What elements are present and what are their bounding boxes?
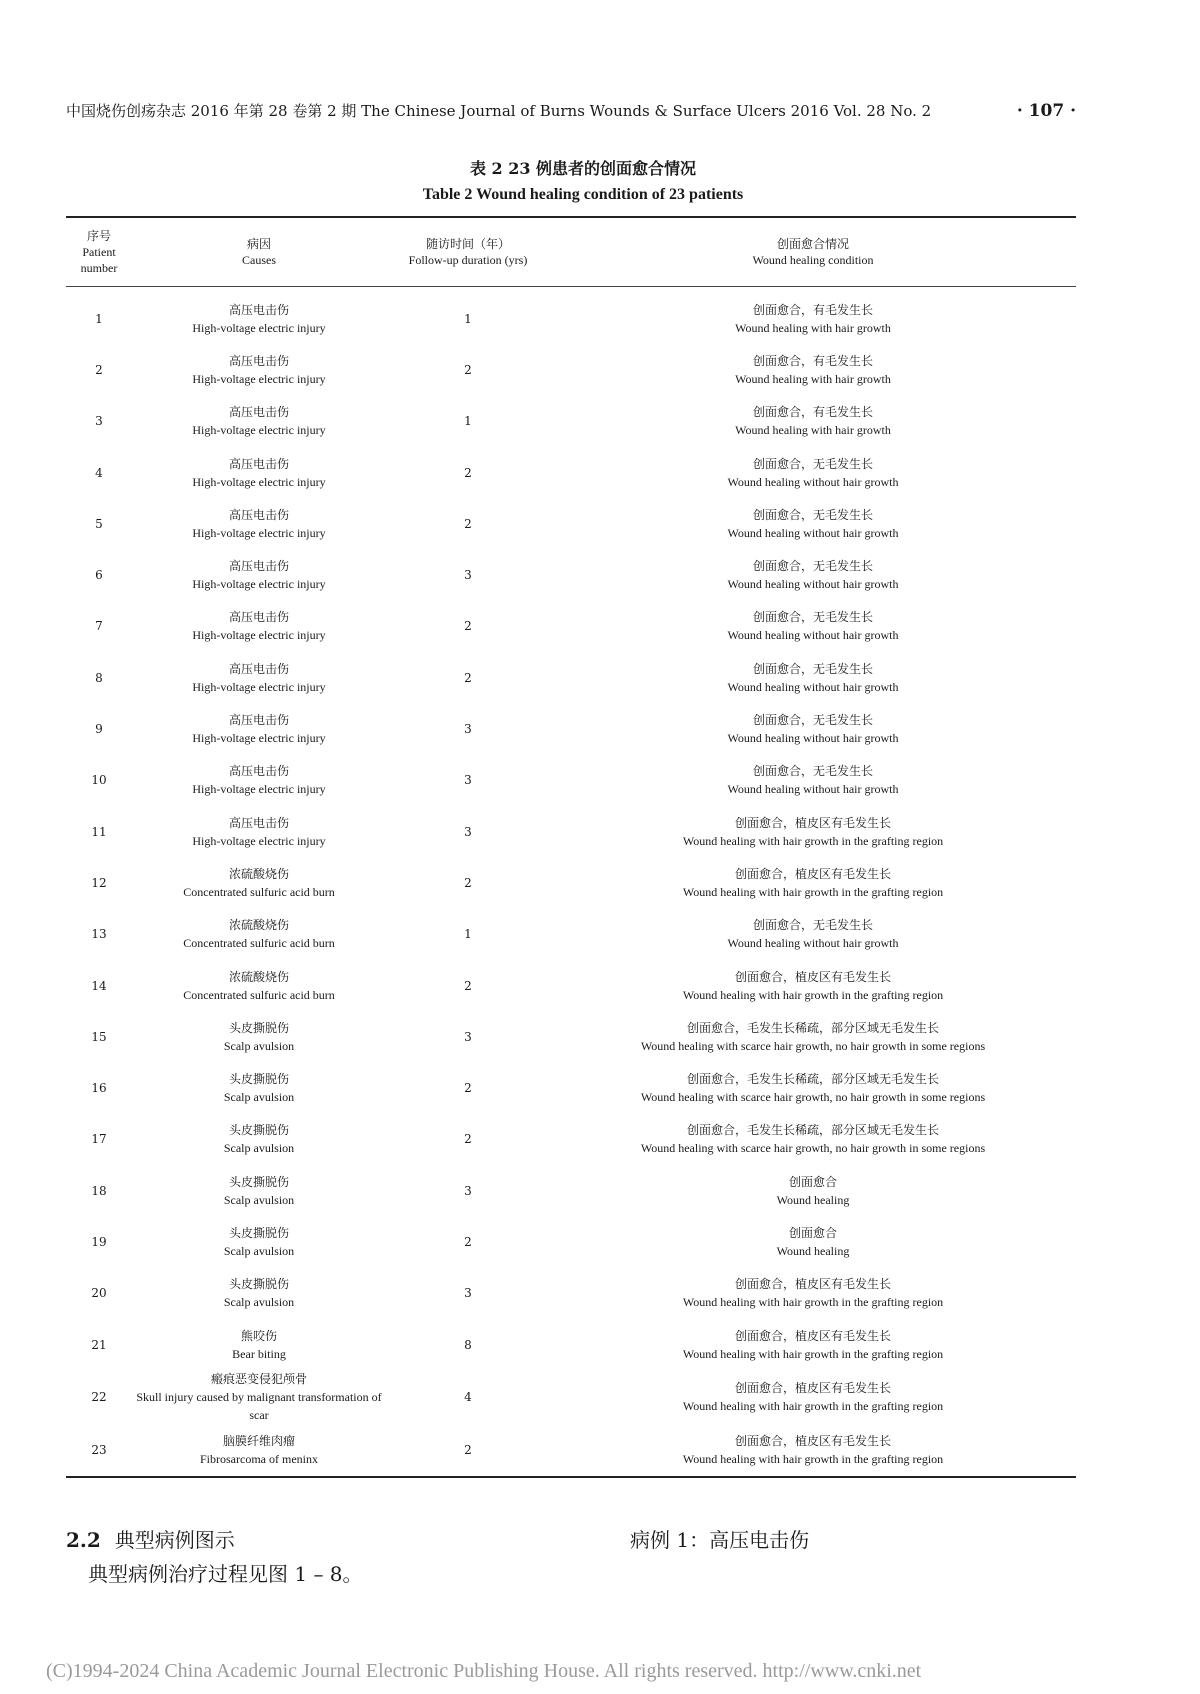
follow-up-duration-cell: 2 bbox=[464, 1132, 472, 1147]
cell-patient-number bbox=[66, 960, 132, 1011]
result-cn: 创面愈合 bbox=[788, 1225, 837, 1240]
cause-en: High-voltage electric injury bbox=[192, 320, 326, 335]
cell-patient-number bbox=[66, 1216, 132, 1267]
table-row bbox=[66, 396, 1076, 447]
cell-follow-up bbox=[386, 806, 550, 857]
cell-patient-number bbox=[66, 344, 132, 395]
cause-cn: 头皮撕脱伤 bbox=[228, 1225, 289, 1240]
cell-patient-number bbox=[66, 652, 132, 703]
cell-cause bbox=[132, 1062, 386, 1113]
cell-patient-number bbox=[66, 909, 132, 960]
cell-follow-up bbox=[386, 755, 550, 806]
cell-healing-condition bbox=[550, 909, 1076, 960]
cell-follow-up bbox=[386, 1370, 550, 1424]
cell-patient-number bbox=[66, 396, 132, 447]
cause-cn: 浓硫酸烧伤 bbox=[228, 866, 289, 881]
patient-number-cell: 1 bbox=[95, 311, 103, 326]
cell-healing-condition bbox=[550, 447, 1076, 498]
result-cn: 创面愈合，无毛发生长 bbox=[752, 456, 873, 471]
cell-cause bbox=[132, 652, 386, 703]
cell-follow-up bbox=[386, 960, 550, 1011]
result-cn: 创面愈合，植皮区有毛发生长 bbox=[734, 1433, 891, 1448]
cause-cn: 高压电击伤 bbox=[228, 302, 289, 317]
cause-en: High-voltage electric injury bbox=[192, 628, 326, 643]
cell-follow-up bbox=[386, 1062, 550, 1113]
result-en: Wound healing without hair growth bbox=[727, 525, 899, 540]
table-row bbox=[66, 652, 1076, 703]
follow-up-duration-cell: 8 bbox=[464, 1337, 472, 1352]
cell-cause bbox=[132, 1268, 386, 1319]
case-label: 病例 1：高压电击伤 bbox=[630, 1528, 810, 1552]
cell-follow-up bbox=[386, 857, 550, 908]
cause-cn: 高压电击伤 bbox=[228, 353, 289, 368]
table-row bbox=[66, 806, 1076, 857]
patient-number-cell: 3 bbox=[95, 414, 103, 429]
section-heading bbox=[66, 1524, 235, 1553]
table-row bbox=[66, 287, 1076, 345]
header-causes bbox=[132, 217, 386, 287]
follow-up-duration-cell: 3 bbox=[464, 1286, 472, 1301]
cell-healing-condition bbox=[550, 857, 1076, 908]
cell-healing-condition bbox=[550, 1165, 1076, 1216]
cause-cn: 高压电击伤 bbox=[228, 610, 289, 625]
result-en: Wound healing with hair growth in the grafting region bbox=[682, 987, 944, 1002]
cell-cause bbox=[132, 1424, 386, 1476]
cell-follow-up bbox=[386, 1216, 550, 1267]
cell-follow-up bbox=[386, 1268, 550, 1319]
cell-healing-condition bbox=[550, 1319, 1076, 1370]
cause-cn: 高压电击伤 bbox=[228, 559, 289, 574]
result-cn: 创面愈合，植皮区有毛发生长 bbox=[734, 1328, 891, 1343]
patient-number-cell: 8 bbox=[95, 670, 103, 685]
cause-cn: 瘢痕恶变侵犯颅骨 bbox=[210, 1372, 307, 1387]
result-en: Wound healing without hair growth bbox=[727, 628, 899, 643]
follow-up-duration-cell: 2 bbox=[464, 362, 472, 377]
cell-follow-up bbox=[386, 1011, 550, 1062]
result-cn: 创面愈合，毛发生长稀疏，部分区域无毛发生长 bbox=[686, 1123, 939, 1138]
result-en: Wound healing with hair growth in the grafting region bbox=[682, 833, 944, 848]
cause-en: Skull injury caused by malignant transformation of scar bbox=[136, 1390, 382, 1423]
cell-cause bbox=[132, 396, 386, 447]
cell-cause bbox=[132, 549, 386, 600]
patient-number-cell: 13 bbox=[91, 927, 107, 942]
patient-number-cell: 17 bbox=[91, 1132, 107, 1147]
follow-up-duration-cell: 3 bbox=[464, 1029, 472, 1044]
cell-healing-condition bbox=[550, 1424, 1076, 1476]
cause-en: Scalp avulsion bbox=[223, 1192, 295, 1207]
table-body bbox=[66, 287, 1076, 1477]
cause-en: High-voltage electric injury bbox=[192, 525, 326, 540]
table-header-row bbox=[66, 217, 1076, 287]
cell-healing-condition bbox=[550, 549, 1076, 600]
cell-healing-condition bbox=[550, 960, 1076, 1011]
header-cn: 序号 bbox=[86, 229, 111, 243]
result-cn: 创面愈合，无毛发生长 bbox=[752, 764, 873, 779]
follow-up-duration-cell: 3 bbox=[464, 773, 472, 788]
cell-cause bbox=[132, 601, 386, 652]
result-en: Wound healing without hair growth bbox=[727, 679, 899, 694]
follow-up-duration-cell: 2 bbox=[464, 465, 472, 480]
cell-healing-condition bbox=[550, 601, 1076, 652]
table-row bbox=[66, 1268, 1076, 1319]
cause-cn: 头皮撕脱伤 bbox=[228, 1072, 289, 1087]
result-cn: 创面愈合，有毛发生长 bbox=[752, 353, 873, 368]
cause-en: Concentrated sulfuric acid burn bbox=[183, 936, 335, 951]
result-cn: 创面愈合，无毛发生长 bbox=[752, 559, 873, 574]
cause-cn: 熊咬伤 bbox=[240, 1328, 277, 1343]
cell-follow-up bbox=[386, 652, 550, 703]
cause-cn: 高压电击伤 bbox=[228, 661, 289, 676]
cell-patient-number bbox=[66, 1011, 132, 1062]
cell-cause bbox=[132, 287, 386, 345]
cause-en: High-voltage electric injury bbox=[192, 782, 326, 797]
cell-cause bbox=[132, 1216, 386, 1267]
result-cn: 创面愈合，植皮区有毛发生长 bbox=[734, 1277, 891, 1292]
cell-cause bbox=[132, 1370, 386, 1424]
cause-en: High-voltage electric injury bbox=[192, 731, 326, 746]
cell-healing-condition bbox=[550, 1011, 1076, 1062]
cell-healing-condition bbox=[550, 498, 1076, 549]
follow-up-duration-cell: 1 bbox=[464, 927, 472, 942]
cell-cause bbox=[132, 703, 386, 754]
table-row bbox=[66, 857, 1076, 908]
result-cn: 创面愈合，无毛发生长 bbox=[752, 507, 873, 522]
header-en: Causes bbox=[242, 253, 276, 267]
patient-number-cell: 22 bbox=[91, 1390, 107, 1405]
result-en: Wound healing with hair growth in the grafting region bbox=[682, 1346, 944, 1361]
follow-up-duration-cell: 2 bbox=[464, 1234, 472, 1249]
result-en: Wound healing with hair growth bbox=[735, 371, 891, 386]
follow-up-duration-cell: 1 bbox=[464, 311, 472, 326]
table-row bbox=[66, 549, 1076, 600]
result-cn: 创面愈合，有毛发生长 bbox=[752, 302, 873, 317]
cell-cause bbox=[132, 344, 386, 395]
cause-en: Scalp avulsion bbox=[223, 1090, 295, 1105]
result-en: Wound healing without hair growth bbox=[727, 731, 899, 746]
result-cn: 创面愈合，植皮区有毛发生长 bbox=[734, 1381, 891, 1396]
cell-healing-condition bbox=[550, 652, 1076, 703]
cell-healing-condition bbox=[550, 1370, 1076, 1424]
section-body-text: 典型病例治疗过程见图 1 – 8。 bbox=[88, 1562, 363, 1586]
table-row bbox=[66, 1370, 1076, 1424]
cell-cause bbox=[132, 1319, 386, 1370]
result-cn: 创面愈合，植皮区有毛发生长 bbox=[734, 815, 891, 830]
cell-cause bbox=[132, 1114, 386, 1165]
table-row bbox=[66, 1216, 1076, 1267]
page-number: · 107 · bbox=[1016, 101, 1076, 121]
cell-patient-number bbox=[66, 1268, 132, 1319]
cell-cause bbox=[132, 447, 386, 498]
cell-healing-condition bbox=[550, 1216, 1076, 1267]
header-cn: 病因 bbox=[246, 237, 271, 251]
cause-en: Concentrated sulfuric acid burn bbox=[183, 987, 335, 1002]
cause-cn: 浓硫酸烧伤 bbox=[228, 918, 289, 933]
patient-number-cell: 12 bbox=[91, 875, 107, 890]
cause-en: Scalp avulsion bbox=[223, 1295, 295, 1310]
cell-patient-number bbox=[66, 1319, 132, 1370]
cause-en: High-voltage electric injury bbox=[192, 474, 326, 489]
cell-patient-number bbox=[66, 498, 132, 549]
result-cn: 创面愈合，有毛发生长 bbox=[752, 405, 873, 420]
cause-en: High-voltage electric injury bbox=[192, 679, 326, 694]
result-cn: 创面愈合 bbox=[788, 1174, 837, 1189]
result-en: Wound healing with hair growth in the grafting region bbox=[682, 1451, 944, 1466]
table-caption-en: Table 2 Wound healing condition of 23 patients bbox=[422, 186, 744, 203]
patient-number-cell: 6 bbox=[95, 568, 103, 583]
cause-cn: 高压电击伤 bbox=[228, 405, 289, 420]
header-en: Follow-up duration (yrs) bbox=[408, 253, 528, 267]
patient-number-cell: 9 bbox=[95, 722, 103, 737]
result-en: Wound healing without hair growth bbox=[727, 782, 899, 797]
header-cn: 创面愈合情况 bbox=[776, 237, 849, 251]
table-row bbox=[66, 1062, 1076, 1113]
follow-up-duration-cell: 2 bbox=[464, 619, 472, 634]
cell-follow-up bbox=[386, 344, 550, 395]
result-cn: 创面愈合，无毛发生长 bbox=[752, 713, 873, 728]
follow-up-duration-cell: 3 bbox=[464, 722, 472, 737]
result-en: Wound healing with scarce hair growth, no hair growth in some regions bbox=[640, 1038, 986, 1053]
result-en: Wound healing bbox=[776, 1192, 850, 1207]
follow-up-duration-cell: 2 bbox=[464, 516, 472, 531]
cause-en: Bear biting bbox=[232, 1346, 286, 1361]
table-row bbox=[66, 1319, 1076, 1370]
follow-up-duration-cell: 2 bbox=[464, 978, 472, 993]
cell-follow-up bbox=[386, 1319, 550, 1370]
table-row bbox=[66, 498, 1076, 549]
cell-patient-number bbox=[66, 1062, 132, 1113]
copyright-footer: (C)1994-2024 China Academic Journal Electronic Publishing House. All rights reserved. http://www.cnki.net bbox=[46, 1660, 922, 1682]
cell-healing-condition bbox=[550, 396, 1076, 447]
cell-patient-number bbox=[66, 601, 132, 652]
table-row bbox=[66, 755, 1076, 806]
result-en: Wound healing without hair growth bbox=[727, 936, 899, 951]
result-cn: 创面愈合，毛发生长稀疏，部分区域无毛发生长 bbox=[686, 1020, 939, 1035]
cell-follow-up bbox=[386, 549, 550, 600]
table-caption-cn: 表 2 23 例患者的创面愈合情况 bbox=[469, 159, 697, 178]
cause-cn: 脑膜纤维肉瘤 bbox=[222, 1433, 295, 1448]
result-en: Wound healing with hair growth bbox=[735, 320, 891, 335]
follow-up-duration-cell: 3 bbox=[464, 824, 472, 839]
result-cn: 创面愈合，植皮区有毛发生长 bbox=[734, 866, 891, 881]
patient-number-cell: 7 bbox=[95, 619, 103, 634]
result-en: Wound healing without hair growth bbox=[727, 474, 899, 489]
cell-follow-up bbox=[386, 287, 550, 345]
cell-cause bbox=[132, 1165, 386, 1216]
patient-number-cell: 20 bbox=[91, 1286, 107, 1301]
result-cn: 创面愈合，无毛发生长 bbox=[752, 610, 873, 625]
result-cn: 创面愈合，无毛发生长 bbox=[752, 918, 873, 933]
result-en: Wound healing with hair growth bbox=[735, 423, 891, 438]
cell-follow-up bbox=[386, 1114, 550, 1165]
patient-number-cell: 14 bbox=[91, 978, 107, 993]
cell-follow-up bbox=[386, 909, 550, 960]
result-en: Wound healing with hair growth in the grafting region bbox=[682, 884, 944, 899]
patient-number-cell: 16 bbox=[91, 1081, 107, 1096]
cell-cause bbox=[132, 755, 386, 806]
cause-en: High-voltage electric injury bbox=[192, 371, 326, 386]
header-en: Wound healing condition bbox=[752, 253, 874, 267]
section-title: 典型病例图示 bbox=[114, 1528, 235, 1552]
result-cn: 创面愈合，植皮区有毛发生长 bbox=[734, 969, 891, 984]
result-en: Wound healing with hair growth in the grafting region bbox=[682, 1295, 944, 1310]
cell-cause bbox=[132, 806, 386, 857]
result-cn: 创面愈合，毛发生长稀疏，部分区域无毛发生长 bbox=[686, 1072, 939, 1087]
cell-cause bbox=[132, 960, 386, 1011]
table-row bbox=[66, 703, 1076, 754]
cell-follow-up bbox=[386, 396, 550, 447]
cause-en: Scalp avulsion bbox=[223, 1038, 295, 1053]
cell-patient-number bbox=[66, 1424, 132, 1476]
result-en: Wound healing with hair growth in the grafting region bbox=[682, 1399, 944, 1414]
patient-number-cell: 19 bbox=[91, 1234, 107, 1249]
follow-up-duration-cell: 2 bbox=[464, 670, 472, 685]
cause-cn: 高压电击伤 bbox=[228, 713, 289, 728]
table-row bbox=[66, 1424, 1076, 1476]
follow-up-duration-cell: 1 bbox=[464, 414, 472, 429]
section-number: 2.2 bbox=[66, 1528, 101, 1552]
cause-cn: 头皮撕脱伤 bbox=[228, 1123, 289, 1138]
table-row bbox=[66, 960, 1076, 1011]
cause-cn: 头皮撕脱伤 bbox=[228, 1174, 289, 1189]
result-en: Wound healing without hair growth bbox=[727, 577, 899, 592]
cell-patient-number bbox=[66, 1165, 132, 1216]
patient-number-cell: 15 bbox=[91, 1029, 107, 1044]
table-row bbox=[66, 601, 1076, 652]
cell-patient-number bbox=[66, 549, 132, 600]
cell-healing-condition bbox=[550, 806, 1076, 857]
cell-patient-number bbox=[66, 857, 132, 908]
cause-cn: 浓硫酸烧伤 bbox=[228, 969, 289, 984]
table-row bbox=[66, 447, 1076, 498]
patient-number-cell: 21 bbox=[91, 1337, 107, 1352]
cause-en: Scalp avulsion bbox=[223, 1243, 295, 1258]
cause-cn: 高压电击伤 bbox=[228, 764, 289, 779]
journal-info: 中国烧伤创疡杂志 2016 年第 28 卷第 2 期 The Chinese Journal of Burns Wounds & Surface Ulcers 2016 Vol. 28 No. 2 bbox=[66, 102, 932, 120]
cause-cn: 头皮撕脱伤 bbox=[228, 1277, 289, 1292]
header-patient-number bbox=[66, 217, 132, 287]
cause-cn: 高压电击伤 bbox=[228, 815, 289, 830]
follow-up-duration-cell: 3 bbox=[464, 568, 472, 583]
cause-cn: 高压电击伤 bbox=[228, 507, 289, 522]
cell-follow-up bbox=[386, 447, 550, 498]
follow-up-duration-cell: 2 bbox=[464, 1081, 472, 1096]
result-en: Wound healing with scarce hair growth, no hair growth in some regions bbox=[640, 1090, 986, 1105]
patient-number-cell: 2 bbox=[95, 362, 103, 377]
cause-en: Fibrosarcoma of meninx bbox=[200, 1451, 318, 1466]
table-row bbox=[66, 344, 1076, 395]
table-row bbox=[66, 1165, 1076, 1216]
cell-cause bbox=[132, 909, 386, 960]
cell-patient-number bbox=[66, 1114, 132, 1165]
patient-number-cell: 10 bbox=[91, 773, 107, 788]
cell-follow-up bbox=[386, 601, 550, 652]
wound-healing-table bbox=[66, 216, 1076, 1478]
patient-number-cell: 4 bbox=[95, 465, 103, 480]
table-row bbox=[66, 909, 1076, 960]
cell-healing-condition bbox=[550, 344, 1076, 395]
cell-healing-condition bbox=[550, 1114, 1076, 1165]
result-en: Wound healing bbox=[776, 1243, 850, 1258]
patient-number-cell: 11 bbox=[91, 824, 107, 839]
cell-healing-condition bbox=[550, 1268, 1076, 1319]
cell-healing-condition bbox=[550, 1062, 1076, 1113]
cause-cn: 头皮撕脱伤 bbox=[228, 1020, 289, 1035]
cell-patient-number bbox=[66, 806, 132, 857]
cause-en: Concentrated sulfuric acid burn bbox=[183, 884, 335, 899]
table-row bbox=[66, 1114, 1076, 1165]
cell-cause bbox=[132, 857, 386, 908]
cell-follow-up bbox=[386, 1424, 550, 1476]
header-healing-condition bbox=[550, 217, 1076, 287]
follow-up-duration-cell: 4 bbox=[464, 1390, 472, 1405]
cell-healing-condition bbox=[550, 287, 1076, 345]
cell-healing-condition bbox=[550, 703, 1076, 754]
follow-up-duration-cell: 2 bbox=[464, 1442, 472, 1457]
cause-en: High-voltage electric injury bbox=[192, 577, 326, 592]
cause-en: High-voltage electric injury bbox=[192, 833, 326, 848]
table-row bbox=[66, 1011, 1076, 1062]
patient-number-cell: 5 bbox=[95, 516, 103, 531]
follow-up-duration-cell: 2 bbox=[464, 875, 472, 890]
cell-follow-up bbox=[386, 703, 550, 754]
cause-en: High-voltage electric injury bbox=[192, 423, 326, 438]
cell-cause bbox=[132, 1011, 386, 1062]
result-en: Wound healing with scarce hair growth, no hair growth in some regions bbox=[640, 1141, 986, 1156]
follow-up-duration-cell: 3 bbox=[464, 1183, 472, 1198]
cell-follow-up bbox=[386, 498, 550, 549]
header-cn: 随访时间（年） bbox=[425, 237, 510, 251]
running-head bbox=[66, 100, 1076, 121]
cell-follow-up bbox=[386, 1165, 550, 1216]
cell-patient-number bbox=[66, 287, 132, 345]
header-en: Patient number bbox=[80, 245, 118, 275]
cell-healing-condition bbox=[550, 755, 1076, 806]
result-cn: 创面愈合，无毛发生长 bbox=[752, 661, 873, 676]
cause-en: Scalp avulsion bbox=[223, 1141, 295, 1156]
cause-cn: 高压电击伤 bbox=[228, 456, 289, 471]
cell-patient-number bbox=[66, 1370, 132, 1424]
cell-patient-number bbox=[66, 703, 132, 754]
patient-number-cell: 23 bbox=[91, 1442, 107, 1457]
cell-patient-number bbox=[66, 447, 132, 498]
patient-number-cell: 18 bbox=[91, 1183, 107, 1198]
cell-patient-number bbox=[66, 755, 132, 806]
cell-cause bbox=[132, 498, 386, 549]
header-follow-up bbox=[386, 217, 550, 287]
